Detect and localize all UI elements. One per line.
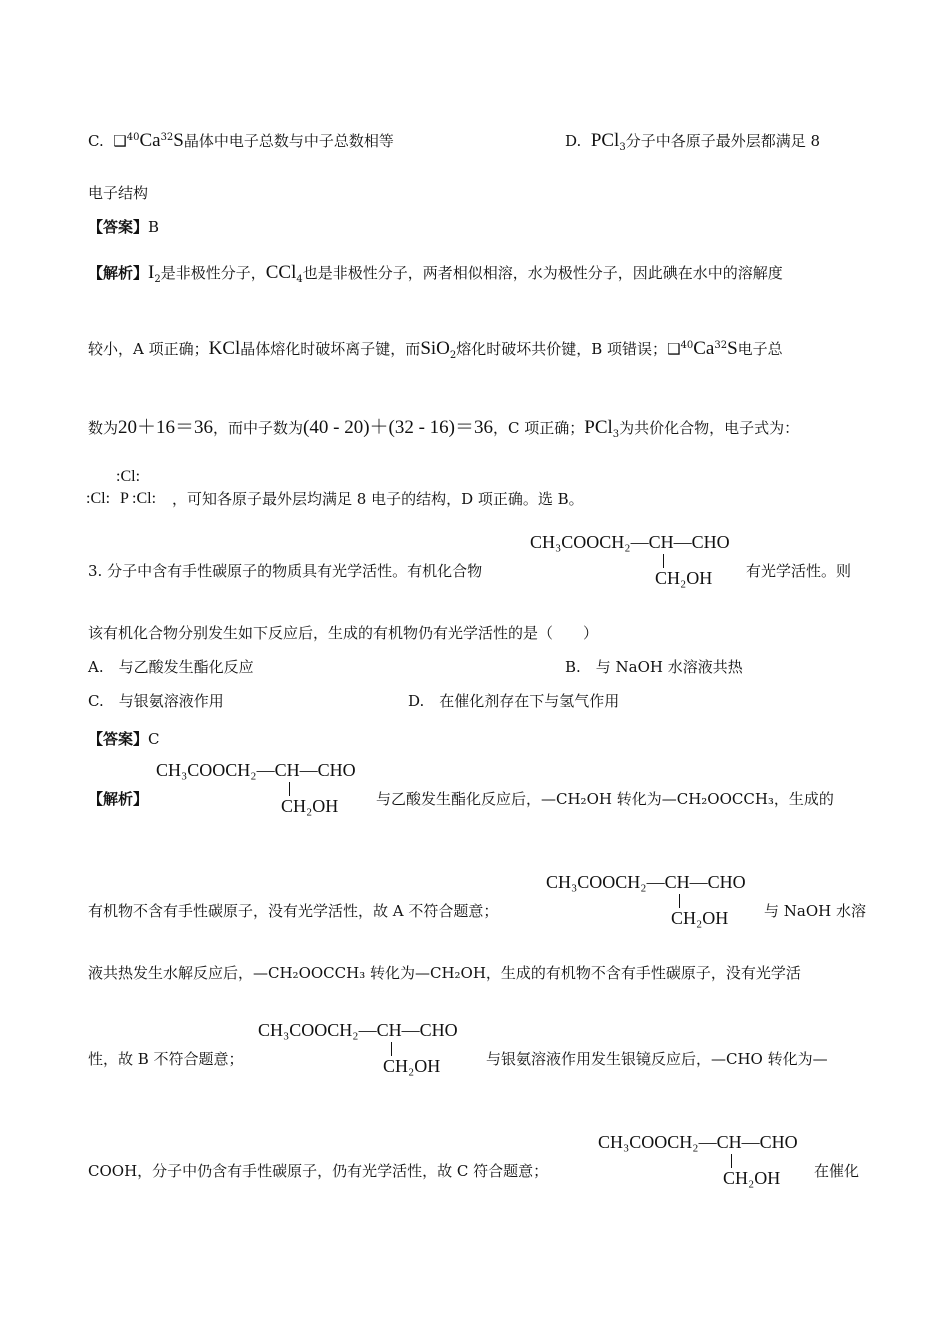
formula-bond	[731, 1154, 732, 1168]
element-symbol: Ca	[139, 130, 161, 151]
formula-branch: CH₂OH	[671, 908, 729, 928]
placeholder-box: ❑	[113, 132, 127, 150]
formula-main-chain: CH₃COOCH₂—CH—CHO	[546, 872, 746, 892]
text: 为共价化合物，电子式为：	[619, 419, 800, 437]
element-symbol: Ca	[693, 338, 715, 359]
q3-stem-b: 有光学活性。则	[746, 562, 852, 580]
structural-formula	[546, 872, 766, 932]
subscript: 3	[619, 142, 626, 153]
phosphorus-atom: P	[120, 490, 129, 507]
q3-analysis-p5b: 在催化	[814, 1162, 860, 1180]
chlorine-atom: Cl	[136, 490, 152, 507]
q3-analysis-label	[88, 788, 148, 809]
formula-main-chain: CH₃COOCH₂—CH—CHO	[156, 760, 356, 780]
formula: PCl	[590, 130, 620, 151]
chlorine-atom: Cl	[120, 468, 136, 485]
q3-option-b: B. 与 NaOH 水溶液共热	[565, 658, 743, 676]
text: 晶体熔化时破坏离子键，而	[240, 340, 421, 358]
formula-branch: CH₂OH	[383, 1056, 441, 1076]
equation: (40 - 20)＋(32 - 16)＝36	[303, 417, 494, 438]
text: 也是非极性分子，两者相似相溶，水为极性分子，因此碘在水中的溶解度	[302, 264, 783, 282]
q2-option-c	[88, 130, 394, 152]
q2-analysis-line3	[88, 412, 799, 439]
analysis-label: 【解析】	[88, 790, 149, 808]
q2-analysis-line4: ，可知各原子最外层均满足 8 电子的结构，D 项正确。选 B。	[172, 490, 584, 508]
text: ，C 项正确；	[493, 419, 585, 437]
structural-formula	[598, 1132, 818, 1192]
q2-option-d	[565, 130, 820, 152]
q3-option-d: D. 在催化剂存在下与氢气作用	[408, 692, 620, 710]
formula-bond	[679, 894, 680, 908]
text: 较小，A 项正确；	[88, 340, 209, 358]
formula: SiO	[420, 338, 450, 359]
formula-main-chain: CH₃COOCH₂—CH—CHO	[530, 532, 730, 552]
answer-value: B	[148, 218, 160, 236]
q3-analysis-p4b: 与银氨溶液作用发生银镜反应后，—CHO 转化为—	[486, 1050, 828, 1068]
analysis-label: 【解析】	[88, 264, 149, 282]
text: 是非极性分子，	[160, 264, 266, 282]
q2-analysis-line2	[88, 338, 783, 360]
formula: KCl	[208, 338, 241, 359]
subscript: 2	[449, 350, 457, 361]
answer-value: C	[148, 730, 160, 748]
equation: 20＋16＝36	[118, 417, 214, 438]
lewis-center	[120, 490, 129, 508]
pcl3-lewis-structure	[86, 468, 176, 514]
subscript: 4	[296, 274, 303, 285]
q3-stem-line2: 该有机化合物分别发生如下反应后，生成的有机物仍有光学活性的是（ ）	[88, 624, 599, 642]
formula: I	[148, 262, 155, 283]
text: ，而中子数为	[213, 419, 304, 437]
element-symbol: S	[727, 338, 738, 359]
chlorine-atom: Cl	[90, 490, 106, 507]
subscript: 3	[612, 429, 620, 440]
structural-formula	[156, 760, 376, 820]
answer-label: 【答案】	[88, 218, 149, 236]
q3-stem-a: 3. 分子中含有手性碳原子的物质具有光学活性。有机化合物	[88, 562, 483, 580]
q3-analysis-p3: 液共热发生水解反应后，—CH₂OOCCH₃ 转化为—CH₂OH，生成的有机物不含有手性碳原子，没有光学活	[88, 964, 801, 982]
formula-bond	[289, 782, 290, 796]
formula-bond	[391, 1042, 392, 1056]
placeholder-box: ❑	[667, 340, 681, 358]
option-text: 晶体中电子总数与中子总数相等	[183, 132, 394, 150]
text: 数为	[88, 419, 119, 437]
q3-analysis-p1: 与乙酸发生酯化反应后，—CH₂OH 转化为—CH₂OOCCH₃，生成的	[376, 790, 834, 808]
mass-number: 32	[714, 340, 728, 351]
text: 熔化时破坏共价键，B 项错误；	[456, 340, 668, 358]
text: 电子总	[737, 340, 783, 358]
formula-branch: CH₂OH	[655, 568, 713, 588]
q3-answer	[88, 728, 160, 749]
q3-analysis-p5a: COOH，分子中仍含有手性碳原子，仍有光学活性，故 C 符合题意；	[88, 1162, 549, 1180]
mass-number: 32	[160, 132, 174, 143]
q2-answer	[88, 216, 159, 237]
formula-main-chain: CH₃COOCH₂—CH—CHO	[598, 1132, 798, 1152]
option-letter: C.	[88, 132, 104, 150]
lewis-left-group: :Cl:	[86, 490, 111, 507]
q3-analysis-p2a: 有机物不含有手性碳原子，没有光学活性，故 A 不符合题意；	[88, 902, 499, 920]
element-symbol: S	[173, 130, 184, 151]
q3-analysis-p2b: 与 NaOH 水溶	[764, 902, 866, 920]
subscript: 2	[154, 274, 161, 285]
formula: CCl	[265, 262, 297, 283]
q3-option-c: C. 与银氨溶液作用	[88, 692, 224, 710]
option-text: 分子中各原子最外层都满足 8	[625, 132, 821, 150]
lewis-right-group: :Cl:	[132, 490, 157, 507]
structural-formula	[530, 532, 750, 592]
q2-option-d-cont: 电子结构	[88, 184, 149, 202]
formula-branch: CH₂OH	[723, 1168, 781, 1188]
formula: PCl	[584, 417, 613, 438]
mass-number: 40	[126, 132, 140, 143]
formula-branch: CH₂OH	[281, 796, 339, 816]
option-letter: D.	[565, 132, 582, 150]
formula-bond	[663, 554, 664, 568]
lewis-top-group: :Cl:	[116, 468, 141, 485]
formula-main-chain: CH₃COOCH₂—CH—CHO	[258, 1020, 458, 1040]
q3-option-a: A. 与乙酸发生酯化反应	[88, 658, 254, 676]
q2-analysis-line1	[88, 262, 783, 284]
mass-number: 40	[680, 340, 694, 351]
structural-formula	[258, 1020, 478, 1080]
q3-analysis-p4a: 性，故 B 不符合题意；	[88, 1050, 244, 1068]
answer-label: 【答案】	[88, 730, 149, 748]
